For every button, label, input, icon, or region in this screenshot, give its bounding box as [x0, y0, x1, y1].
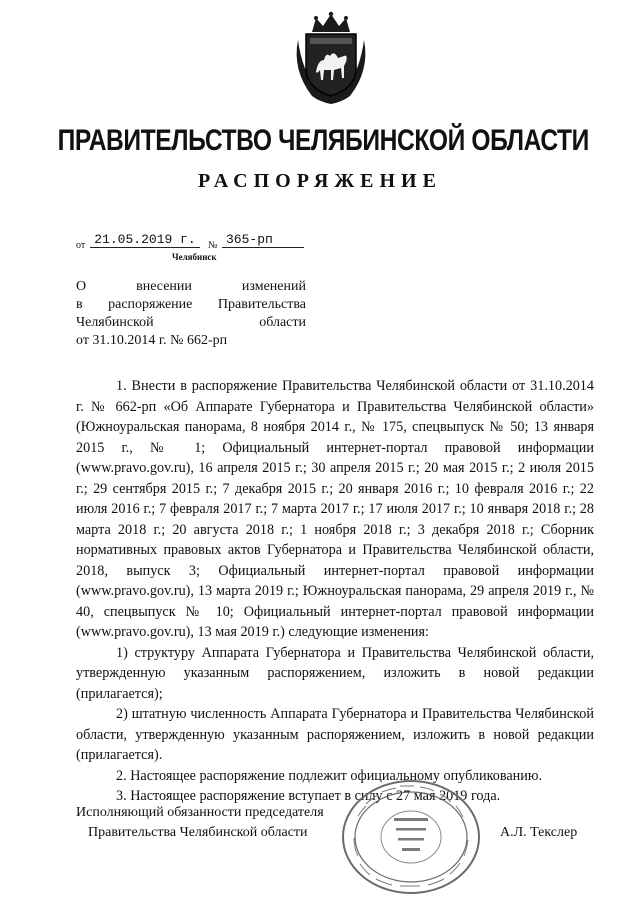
document-city: Челябинск: [172, 252, 217, 262]
subject-line: в распоряжение Правительства: [76, 297, 306, 312]
body-paragraph: 1. Внести в распоряжение Правительства Челябинской области от 31.10.2014 г. № 662-рп «Об Аппарате Губернатора и Правительства Челябинской области» (Южноуральская панорама, 8 ноября 2014 г., № 175, спецвыпуск № 50; 13 января 2015 г., № 1; Официальный интернет-портал правовой информации (www.pravo.gov.ru), 16 апреля 2015 г.; 30 апреля 2015 г.; 20 мая 2015 г.; 2 июля 2015 г.; 29 сентября 2015 г.; 7 декабря 2015 г.; 20 января 2016 г.; 10 февраля 2016 г.; 22 июля 2016 г.; 7 февраля 2017 г.; 7 марта 2017 г.; 17 июля 2017 г.; 10 января 2018 г.; 28 марта 2018 г.; 20 августа 2018 г.; 1 ноября 2018 г.; 3 декабря 2018 г.; Сборник нормативных правовых актов Губернатора и Правительства Челябинской области, 2018, выпуск 3; Официальный интернет-портал правовой информации (www.pravo.gov.ru), 13 марта 2019 г.; Южноуральская панорама, 29 апреля 2019 г., № 40, спецвыпуск № 10; Официальный интернет-портал правовой информации (www.pravo.gov.ru), 13 мая 2019 г.) следующие изменения:: [76, 378, 594, 640]
subject-line: О внесении изменений: [76, 279, 306, 294]
subject-line: Челябинской области: [76, 315, 306, 330]
body-paragraph: 2) штатную численность Аппарата Губернатора и Правительства Челябинской области, утвержденную указанным распоряжением, изложить в новой редакции (прилагается).: [76, 706, 594, 763]
document-type: РАСПОРЯЖЕНИЕ: [198, 170, 442, 192]
government-title: ПРАВИТЕЛЬСТВО ЧЕЛЯБИНСКОЙ ОБЛАСТИ: [57, 124, 589, 157]
document-body: [76, 376, 594, 807]
coat-of-arms-emblem: [290, 10, 372, 106]
date-label: от: [76, 240, 86, 251]
signer-position: Исполняющий обязанности председателя: [76, 805, 324, 820]
signature-block: [76, 803, 594, 863]
subject-line: от 31.10.2014 г. № 662-рп: [76, 333, 228, 348]
body-paragraph: 2. Настоящее распоряжение подлежит официальному опубликованию.: [116, 767, 543, 784]
body-paragraph: 1) структуру Аппарата Губернатора и Правительства Челябинской области, утвержденную указанным распоряжением, изложить в новой редакции (прилагается);: [76, 644, 594, 702]
document-meta: [76, 232, 316, 272]
number-label: №: [208, 240, 218, 251]
body-paragraph: 3. Настоящее распоряжение вступает в силу с 27 мая 2019 года.: [116, 788, 501, 804]
signer-position: Правительства Челябинской области: [88, 825, 308, 840]
document-subject: [76, 278, 306, 350]
document-number: 365-рп: [222, 232, 304, 248]
document-date: 21.05.2019 г.: [90, 232, 200, 248]
signer-name: А.Л. Текслер: [500, 825, 578, 840]
